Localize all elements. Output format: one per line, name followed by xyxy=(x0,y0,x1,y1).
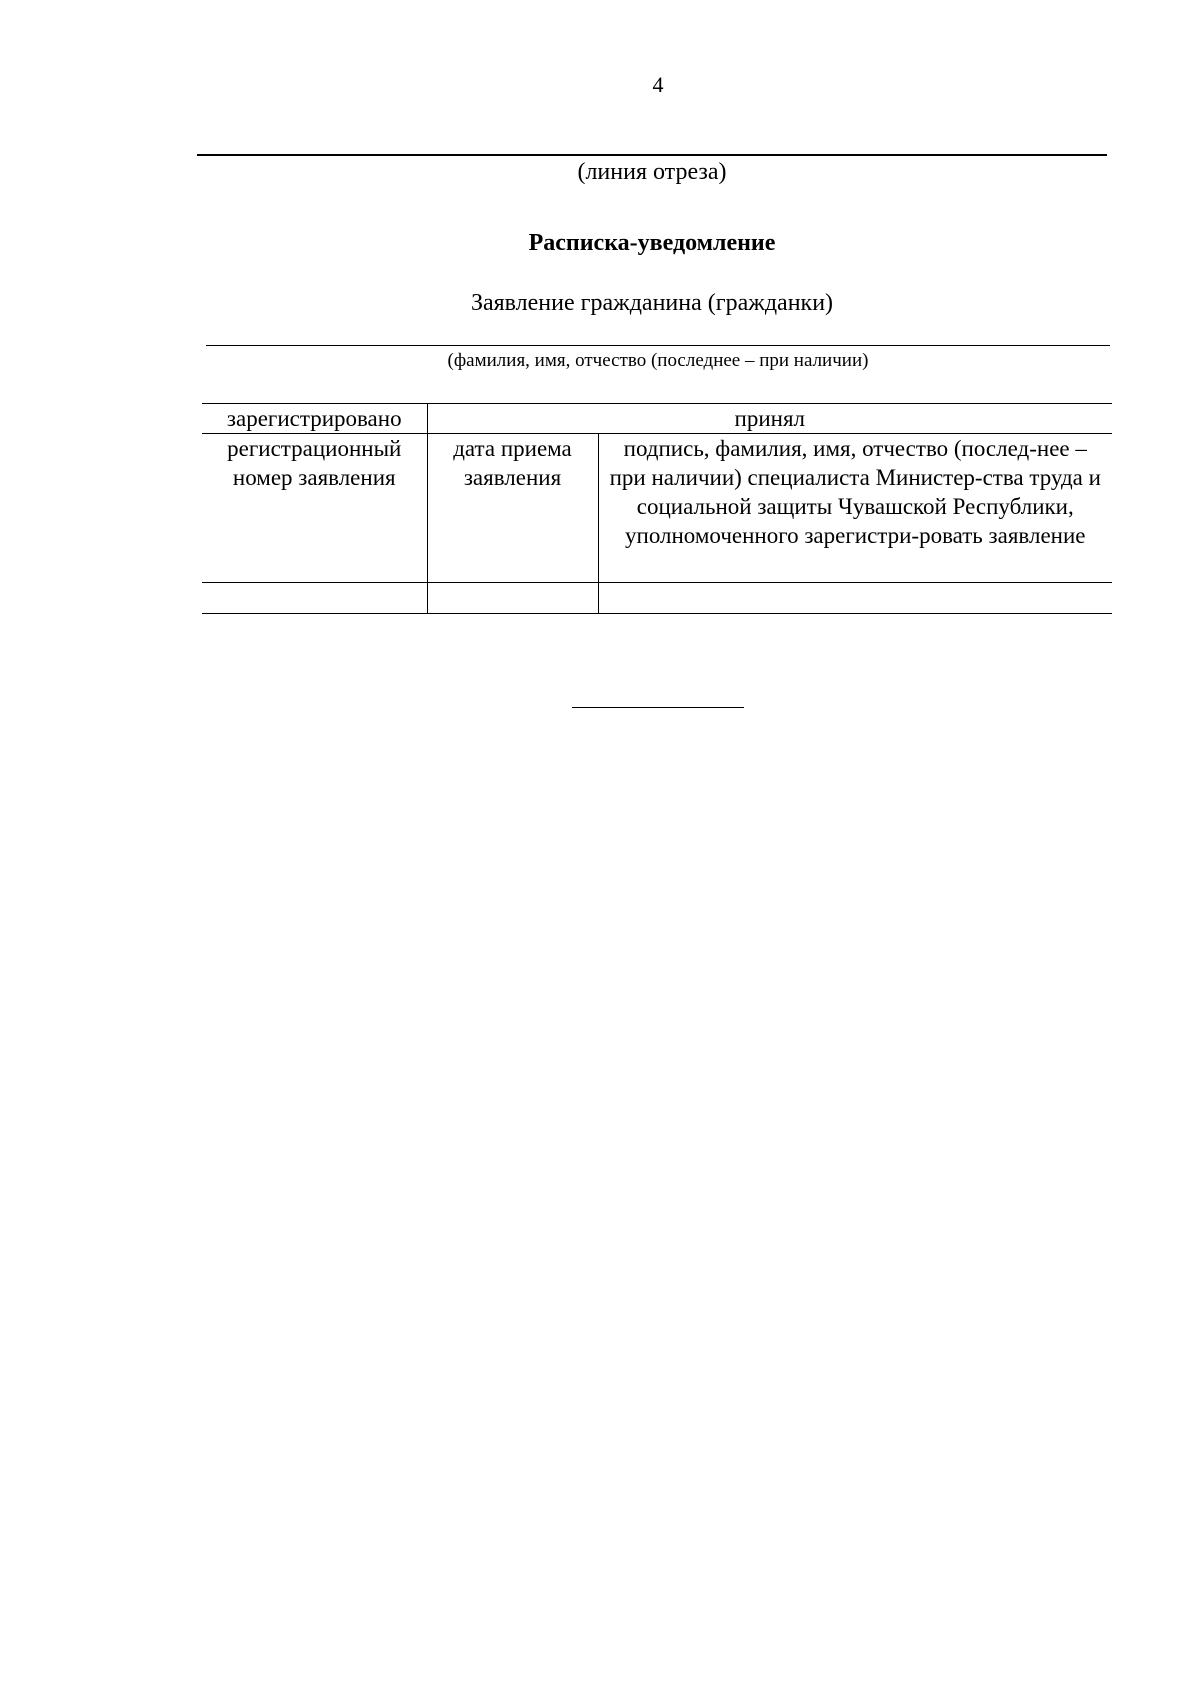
blank-cell-date xyxy=(427,583,598,614)
header-accepted: принял xyxy=(427,404,1112,434)
name-fill-line xyxy=(206,345,1110,346)
end-divider-line xyxy=(572,707,744,708)
table-column-row xyxy=(202,434,1112,583)
table-header-row xyxy=(202,404,1112,434)
column-date: дата приема заявления xyxy=(427,434,598,583)
header-registered: зарегистрировано xyxy=(202,404,427,434)
blank-cell-signature xyxy=(598,583,1112,614)
blank-cell-reg-number xyxy=(202,583,427,614)
receipt-table xyxy=(202,403,1112,614)
cut-line-label: (линия отреза) xyxy=(577,159,727,185)
table-blank-row xyxy=(202,583,1112,614)
document-title: Расписка-уведомление xyxy=(528,230,776,256)
document-subtitle: Заявление гражданина (гражданки) xyxy=(470,290,834,316)
page-number: 4 xyxy=(652,72,664,97)
column-signature: подпись, фамилия, имя, отчество (послед-нее – при наличии) специалиста Министер-ства труда и социальной защиты Чувашской Республики, уполномоченного зарегистри-ровать заявление xyxy=(598,434,1112,583)
column-reg-number: регистрационный номер заявления xyxy=(202,434,427,583)
cut-line xyxy=(197,154,1107,156)
name-caption: (фамилия, имя, отчество (последнее – при наличии) xyxy=(447,350,869,371)
